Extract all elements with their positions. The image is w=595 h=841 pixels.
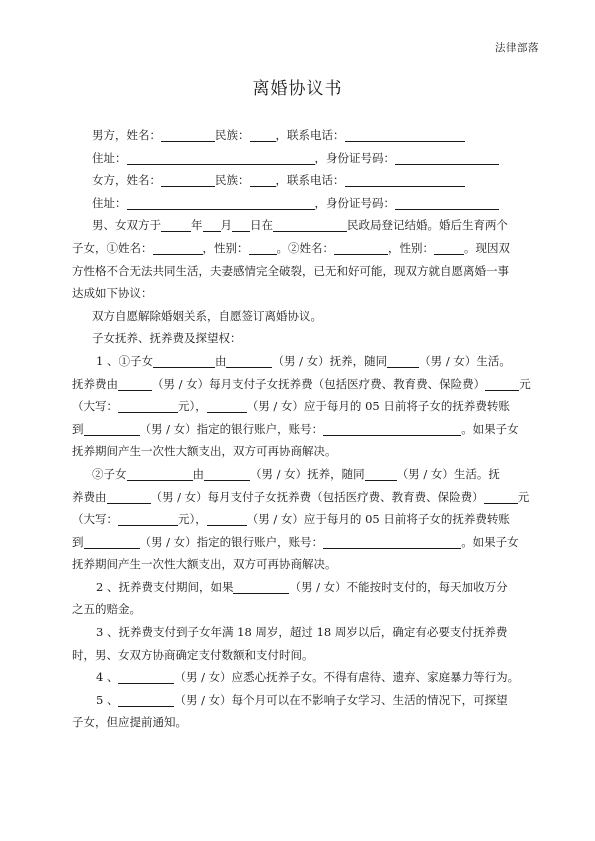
text: 5 、 [96,692,119,707]
child1-name-field[interactable] [153,240,203,255]
male-id-label: ，身份证号码： [314,150,395,165]
text: ②子女 [92,466,127,481]
female-address-label: 住址： [92,195,127,210]
clause2-line-2: 之五的赔金。 [72,602,141,617]
text: 子女，①姓名： [72,240,153,255]
female-phone-field[interactable] [345,172,465,187]
text: （男 / 女）不能按时支付的，每天加收万分 [289,579,508,594]
text: （男 / 女）生活。抚 [396,466,500,481]
text: 到 [72,534,84,549]
child2-amount-words-field[interactable] [118,511,178,526]
female-phone-label: ，联系电话： [275,173,345,188]
text: （男 / 女）应于每月的 05 日前将子女的抚养费转账 [246,399,510,414]
text: 由 [192,466,204,481]
party-male-address-line [72,147,527,170]
party-female-address-line [72,192,527,215]
text: （大写： [72,512,118,527]
text: （男 / 女）应悉心抚养子女。不得有虐待、遗弃、家庭暴力等行为。 [174,670,520,685]
clause-dissolve: 双方自愿解除婚姻关系，自愿签订离婚协议。 [92,308,322,323]
clause4-party-field[interactable] [118,669,174,684]
clause3-line-1: 3 、抚养费支付到子女年满 18 周岁，超过 18 周岁以后，确定有必要支付抚养费 [96,625,508,640]
text: 男、女双方于 [92,218,161,233]
female-ethnicity-label: 民族： [215,173,250,188]
child2-transfer-payer-field[interactable] [207,511,247,526]
child1-live-with-field[interactable] [387,353,419,368]
child2-line-2 [72,486,530,509]
clause5-party-field[interactable] [118,692,174,707]
female-ethnicity-field[interactable] [250,172,276,187]
child1-line-2 [72,373,531,396]
text: （男 / 女）每月支付子女抚养费（包括医疗费、教育费、保险费） [150,489,484,504]
text: 。如果子女 [461,534,519,549]
text: 日在 [250,218,273,233]
text: 元 [519,376,531,391]
text: 4 、 [96,670,119,685]
marriage-day-field[interactable] [232,217,250,232]
child2-line-5: 抚养期间产生一次性大额支出，双方可再协商解决。 [72,557,337,572]
child2-account-field[interactable] [323,534,461,549]
child1-payer-field[interactable] [118,376,152,391]
text: （男 / 女）每月支付子女抚养费（包括医疗费、教育费、保险费） [152,376,486,391]
male-name-label: 男方，姓名： [92,128,161,142]
document-body [72,124,531,734]
text: （男 / 女）抚养，随同 [272,353,388,368]
female-id-field[interactable] [395,195,499,210]
child2-line-4 [72,531,527,554]
female-address-field[interactable] [127,195,315,210]
text: （男 / 女）应于每月的 05 日前将子女的抚养费转账 [246,512,510,527]
clause5-line-2: 子女，但应提前通知。 [72,715,187,730]
text: ，性别： [388,240,434,255]
child1-transfer-payer-field[interactable] [207,398,247,413]
clause3-line-2: 时，男、女双方协商确定支付数额和支付时间。 [72,647,314,662]
child2-name-field[interactable] [334,240,388,255]
female-name-field[interactable] [161,172,215,187]
marriage-line-1 [72,214,527,237]
marriage-month-field[interactable] [203,217,221,232]
text: （大写： [72,399,118,414]
text: 民政局登记结婚。婚后生育两个 [347,218,508,233]
male-address-label: 住址： [92,150,127,165]
marriage-line-3: 方性格不合无法共同生活，夫妻感情完全破裂，已无和好可能，现双方就自愿离婚一事 [72,263,509,278]
child1-line-1 [72,350,527,373]
marriage-year-field[interactable] [161,217,191,232]
text: ，性别： [202,240,249,255]
child2-custodian-field[interactable] [204,466,250,481]
text: 。②姓名： [276,240,334,255]
child2-amount-field[interactable] [484,489,518,504]
male-ethnicity-field[interactable] [250,127,276,142]
child1-gender-field[interactable] [249,240,277,255]
text: （男 / 女）指定的银行账户，账号： [139,421,324,436]
header-mark: 法律部落 [495,42,539,54]
child1-account-field[interactable] [323,421,461,436]
text: 元）， [178,512,207,527]
child2-receiver-field[interactable] [84,534,140,549]
page-title: 离婚协议书 [252,79,343,99]
male-phone-label: ，联系电话： [275,128,345,142]
female-id-label: ，身份证号码： [314,195,395,210]
text: 元 [517,489,530,504]
text: 月 [220,218,232,233]
text: 2 、抚养费支付期间，如果 [96,579,234,594]
text: （男 / 女）生活。 [419,353,511,368]
marriage-line-2 [72,237,527,260]
male-address-field[interactable] [127,150,315,165]
text: 由 [214,353,227,368]
marriage-line-4: 达成如下协议： [72,286,153,301]
text: 到 [72,421,84,436]
child1-custodian-field[interactable] [226,353,272,368]
party-female-line [72,169,527,192]
text: （男 / 女）抚养，随同 [250,466,365,481]
child1-line-5: 抚养期间产生一次性大额支出，双方可再协商解决。 [72,444,337,459]
child2-fullname-field[interactable] [127,466,193,481]
child2-gender-field[interactable] [434,240,464,255]
text: （男 / 女）指定的银行账户，账号： [139,534,324,549]
child1-amount-field[interactable] [485,376,519,391]
child2-line-3 [72,508,527,531]
clause2-line-1 [72,576,527,599]
clause5-line-1 [72,689,527,712]
civil-affairs-bureau-field[interactable] [273,217,347,232]
text: 元）， [178,399,207,414]
text: 。现因双 [464,240,510,255]
male-name-field[interactable] [161,127,215,142]
child1-fullname-field[interactable] [153,353,215,368]
text: 1 、①子女 [96,353,153,368]
section-children-heading: 子女抚养、抚养费及探望权： [92,331,242,346]
text: （男 / 女）每个月可以在不影响子女学习、生活的情况下，可探望 [174,692,508,707]
text: 抚养费由 [72,376,118,391]
child1-receiver-field[interactable] [84,421,140,436]
female-name-label: 女方，姓名： [92,173,161,188]
clause4-line [72,666,527,689]
child2-payer-field[interactable] [107,489,151,504]
clause2-party-field[interactable] [233,579,289,594]
text: 。如果子女 [461,421,519,436]
male-ethnicity-label: 民族： [215,128,250,142]
child1-line-3 [72,395,527,418]
party-male-line [72,124,527,147]
child2-live-with-field[interactable] [365,466,397,481]
text: 养费由 [72,489,107,504]
child2-line-1 [72,463,527,486]
male-id-field[interactable] [395,150,499,165]
child1-line-4 [72,418,527,441]
male-phone-field[interactable] [345,127,465,142]
text: 年 [191,218,203,233]
child1-amount-words-field[interactable] [118,398,178,413]
